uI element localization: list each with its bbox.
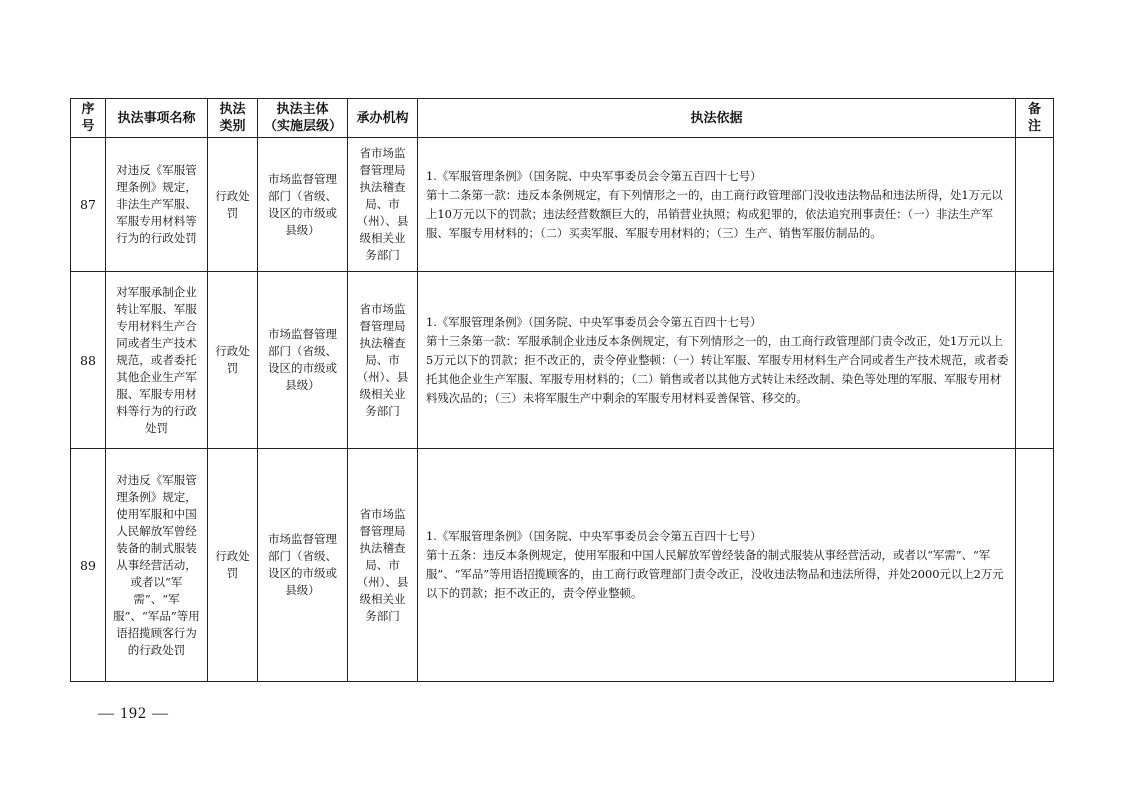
legal-basis [418,272,1016,449]
item-name: 对违反《军服管理条例》规定，使用军服和中国人民解放军曾经装备的制式服装从事经营活动，或者以“军需”、“军服”、“军品”等用语招揽顾客行为的行政处罚 [106,449,208,682]
header-name: 执法事项名称 [106,99,208,138]
legal-basis-title: 1.《军服管理条例》（国务院、中央军事委员会令第五百四十七号） [426,168,762,183]
enforcement-type: 行政处罚 [208,272,258,449]
header-org: 承办机构 [348,99,418,138]
row-number: 87 [71,138,106,272]
legal-basis [418,138,1016,272]
note-cell [1016,138,1054,272]
legal-basis-title: 1.《军服管理条例》（国务院、中央军事委员会令第五百四十七号） [426,529,762,543]
header-type: 执法类别 [208,99,258,138]
table-header-row [71,99,1054,138]
header-note: 备注 [1016,99,1054,138]
enforcement-type: 行政处罚 [208,138,258,272]
legal-basis-text: 第十五条：违反本条例规定，使用军服和中国人民解放军曾经装备的制式服装从事经营活动，或者以“军需”、“军服”、“军品”等用语招揽顾客的，由工商行政管理部门责令改正，没收违法物品和违法所得，并处2000元以上2万元以下的罚款；拒不改正的，责令停业整顿。 [426,548,1004,600]
legal-basis [418,449,1016,682]
table-row [71,138,1054,272]
handling-org: 省市场监督管理局执法稽查局、市（州）、县级相关业务部门 [348,138,418,272]
enforcement-body: 市场监督管理部门（省级、设区的市级或县级） [258,272,348,449]
legal-basis-text: 第十二条第一款：违反本条例规定，有下列情形之一的，由工商行政管理部门没收违法物品和违法所得，处1万元以上10万元以下的罚款；违法经营数额巨大的，吊销营业执照；构成犯罪的，依法追究刑事责任：（一）非法生产军服、军服专用材料的；（二）买卖军服、军服专用材料的；（三）生产、销售军服仿制品的。 [426,187,1003,240]
header-basis: 执法依据 [418,99,1016,138]
enforcement-type: 行政处罚 [208,449,258,682]
enforcement-body: 市场监督管理部门（省级、设区的市级或县级） [258,138,348,272]
note-cell [1016,272,1054,449]
header-no: 序号 [71,99,106,138]
handling-org: 省市场监督管理局执法稽查局、市（州）、县级相关业务部门 [348,272,418,449]
note-cell [1016,449,1054,682]
row-number: 88 [71,272,106,449]
handling-org: 省市场监督管理局执法稽查局、市（州）、县级相关业务部门 [348,449,418,682]
legal-basis-text: 第十三条第一款：军服承制企业违反本条例规定，有下列情形之一的，由工商行政管理部门责令改正，处1万元以上5万元以下的罚款；拒不改正的，责令停业整顿：（一）转让军服、军服专用材料生产合同或者生产技术规范，或者委托其他企业生产军服、军服专用材料的；（二）销售或者以其他方式转让未经改制、染色等处理的军服、军服专用材料残次品的；（三）未将军服生产中剩余的军服专用材料妥善保管、移交的。 [426,333,1009,405]
enforcement-items-table [70,98,1054,682]
legal-basis-title: 1.《军服管理条例》（国务院、中央军事委员会令第五百四十七号） [426,314,762,329]
item-name: 对军服承制企业转让军服、军服专用材料生产合同或者生产技术规范，或者委托其他企业生产军服、军服专用材料等行为的行政处罚 [106,272,208,449]
table-row [71,272,1054,449]
item-name: 对违反《军服管理条例》规定，非法生产军服、军服专用材料等行为的行政处罚 [106,138,208,272]
row-number: 89 [71,449,106,682]
enforcement-table-page [70,98,1053,682]
table-row [71,449,1054,682]
page-number: — 192 — [98,705,169,722]
header-body: 执法主体（实施层级） [258,99,348,138]
enforcement-body: 市场监督管理部门（省级、设区的市级或县级） [258,449,348,682]
